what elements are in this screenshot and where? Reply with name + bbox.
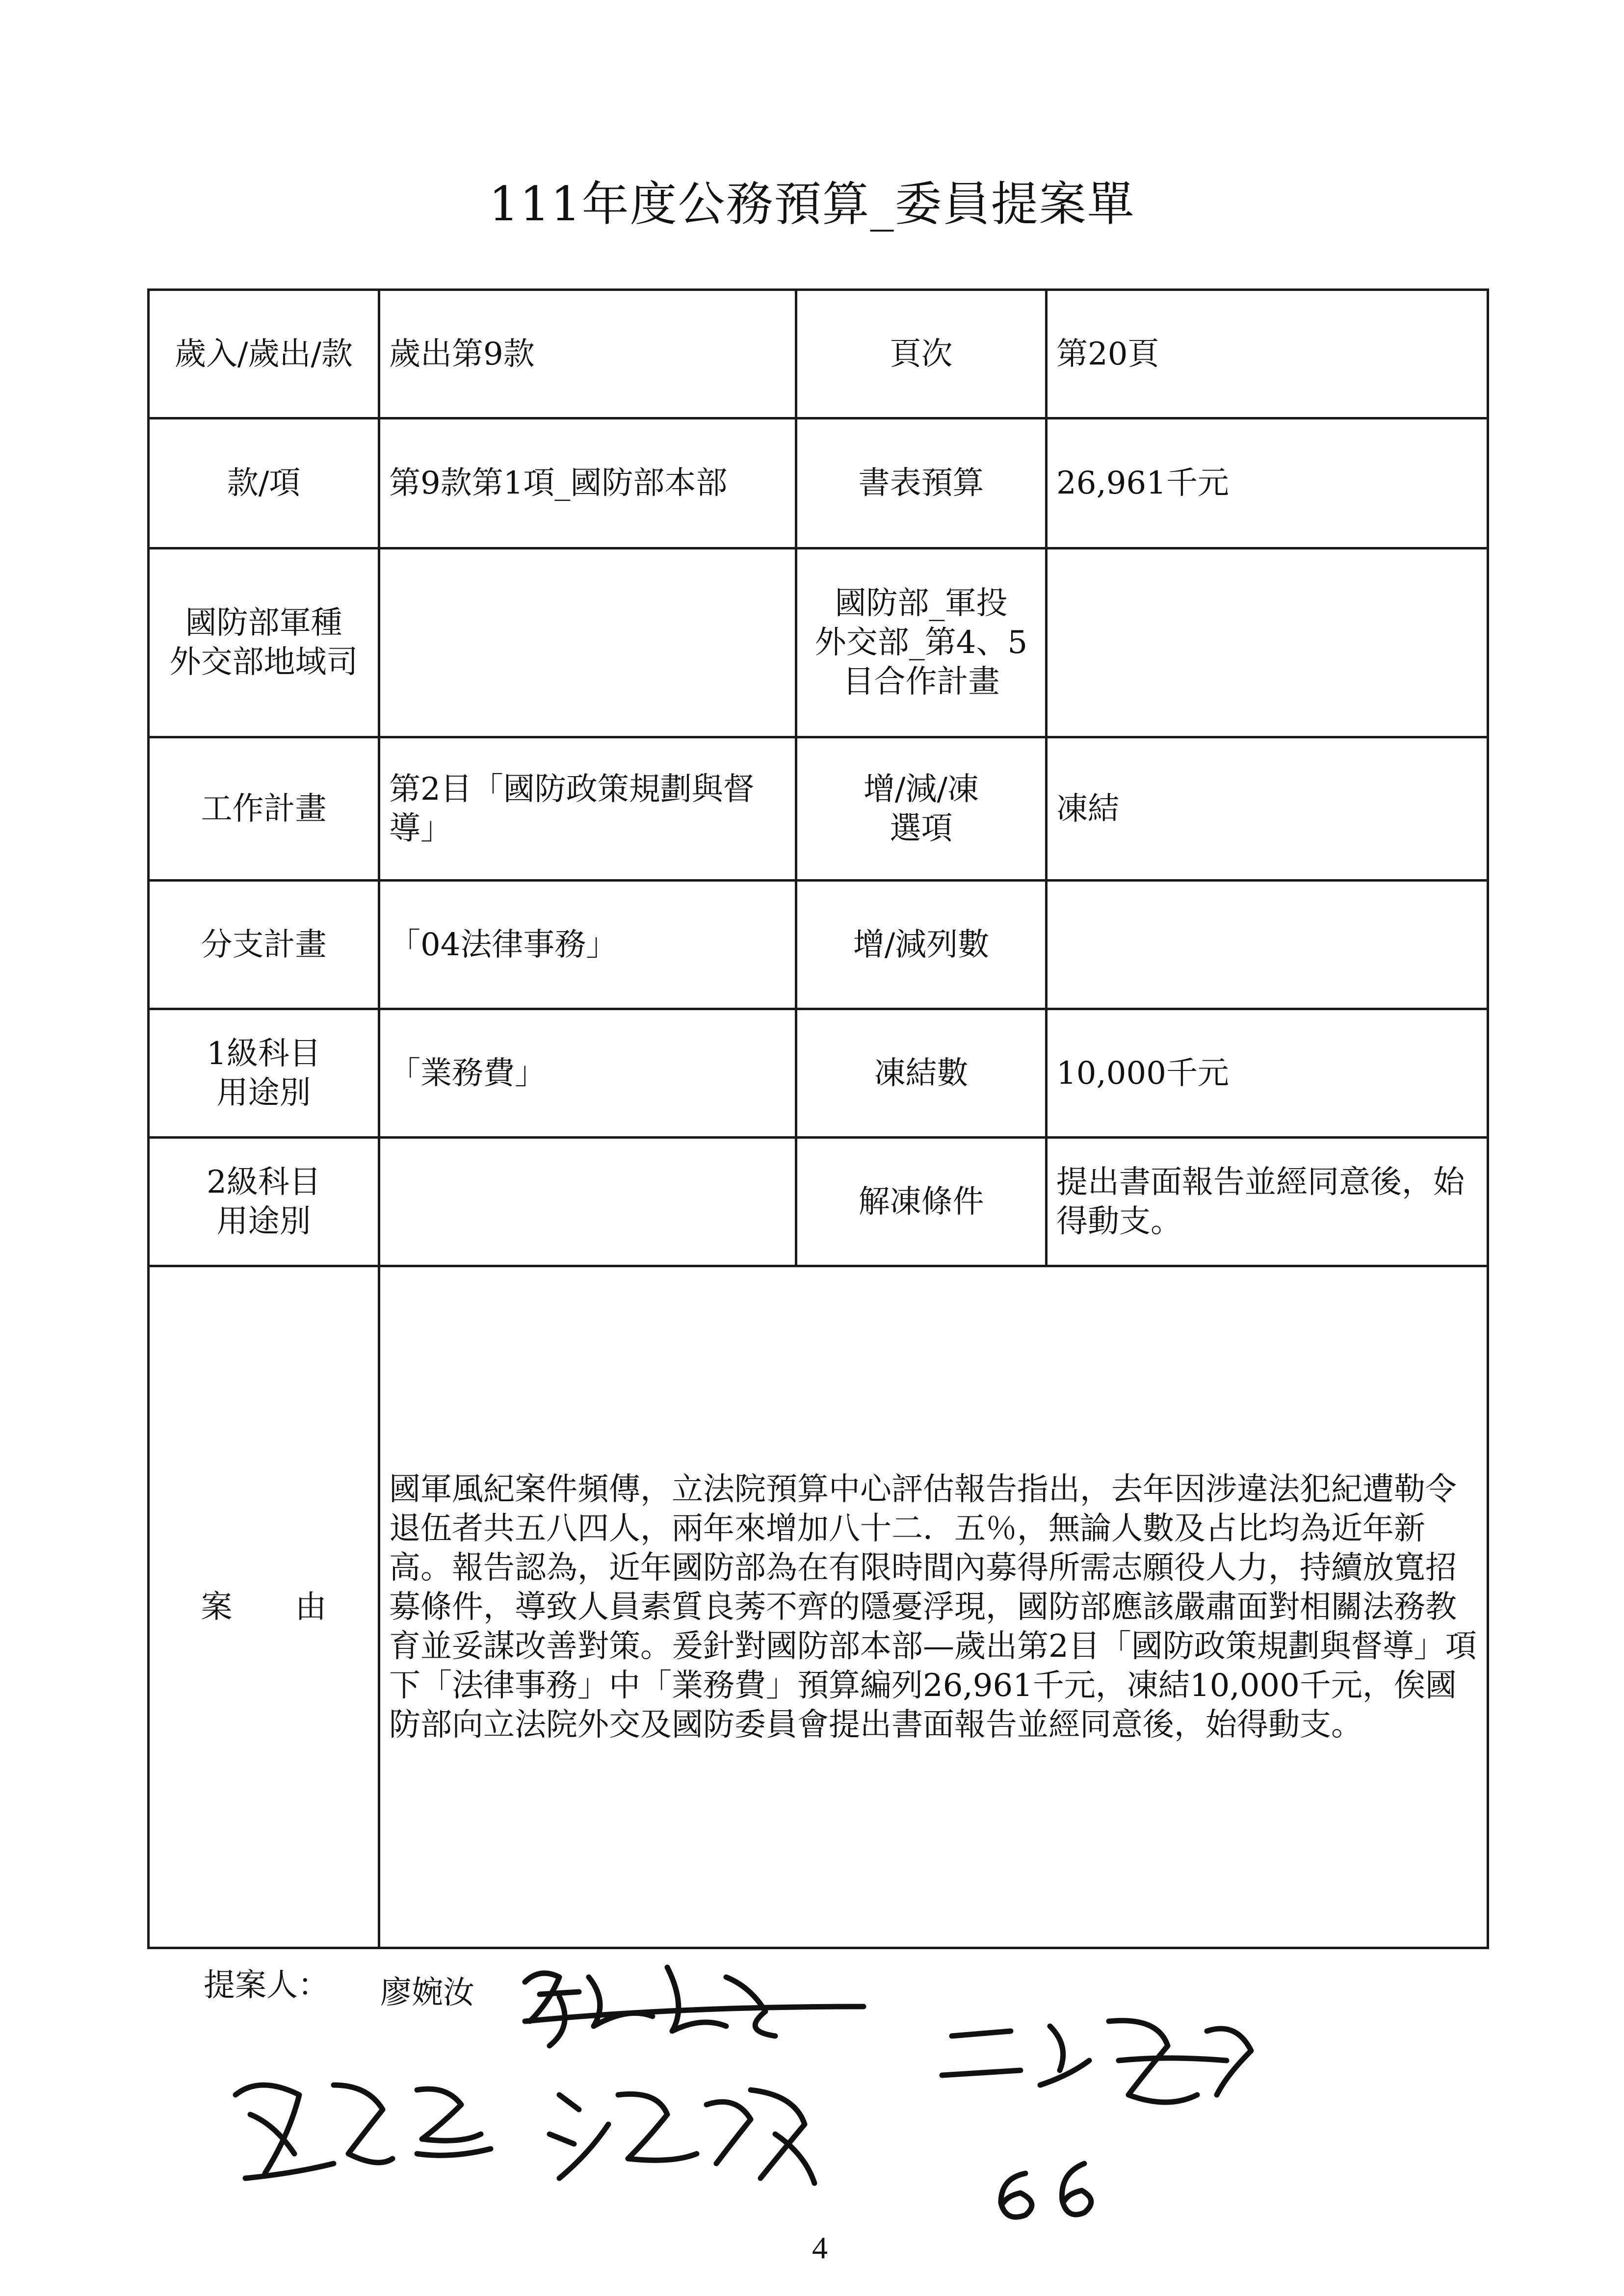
page-title: 111年度公務預算_委員提案單 bbox=[489, 177, 1135, 232]
proposer-label: 提案人： bbox=[204, 1967, 329, 2004]
value-cell: 提出書面報告並經同意後，始得動支。 bbox=[1047, 1138, 1488, 1266]
value-cell: 凍結 bbox=[1047, 737, 1488, 881]
label-cell: 款/項 bbox=[149, 418, 379, 548]
label-cell: 國防部軍種 外交部地域司 bbox=[149, 548, 379, 737]
label-cell: 增/減列數 bbox=[796, 881, 1047, 1009]
page-number: 4 bbox=[812, 2230, 828, 2265]
label-cell: 歲入/歲出/款 bbox=[149, 290, 379, 418]
table-row bbox=[149, 737, 1488, 881]
proposer-name: 廖婉汝 bbox=[380, 1975, 474, 2011]
table-row bbox=[149, 290, 1488, 418]
value-cell: 歲出第9款 bbox=[379, 290, 796, 418]
table-row bbox=[149, 1009, 1488, 1138]
label-cell: 分支計畫 bbox=[149, 881, 379, 1009]
value-cell: 26,961千元 bbox=[1047, 418, 1488, 548]
table-row bbox=[149, 418, 1488, 548]
value-cell bbox=[379, 548, 796, 737]
table-row bbox=[149, 548, 1488, 737]
value-cell: 「04法律事務」 bbox=[379, 881, 796, 1009]
label-cell: 1級科目 用途別 bbox=[149, 1009, 379, 1138]
label-cell: 解凍條件 bbox=[796, 1138, 1047, 1266]
value-cell: 第20頁 bbox=[1047, 290, 1488, 418]
handwritten-signatures bbox=[186, 1948, 1315, 2222]
label-cell: 工作計畫 bbox=[149, 737, 379, 881]
reason-text: 國軍風紀案件頻傳，立法院預算中心評估報告指出，去年因涉違法犯紀遭勒令退伍者共五八四人，兩年來增加八十二．五％，無論人數及占比均為近年新高。報告認為，近年國防部為在有限時間內募得所需志願役人力，持續放寬招募條件，導致人員素質良莠不齊的隱憂浮現，國防部應該嚴肅面對相關法務教育並妥謀改善對策。爰針對國防部本部—歲出第2目「國防政策規劃與督導」項下「法律事務」中「業務費」預算編列26,961千元，凍結10,000千元，俟國防部向立法院外交及國防委員會提出書面報告並經同意後，始得動支。 bbox=[379, 1266, 1488, 1948]
label-cell: 國防部_軍投 外交部_第4、5 目合作計畫 bbox=[796, 548, 1047, 737]
label-cell: 頁次 bbox=[796, 290, 1047, 418]
table-row bbox=[149, 881, 1488, 1009]
value-cell: 10,000千元 bbox=[1047, 1009, 1488, 1138]
proposal-table bbox=[147, 288, 1489, 1949]
value-cell bbox=[379, 1138, 796, 1266]
table-row bbox=[149, 1138, 1488, 1266]
value-cell bbox=[1047, 881, 1488, 1009]
value-cell: 第2目「國防政策規劃與督導」 bbox=[379, 737, 796, 881]
label-cell: 2級科目 用途別 bbox=[149, 1138, 379, 1266]
value-cell: 第9款第1項_國防部本部 bbox=[379, 418, 796, 548]
reason-label: 案 由 bbox=[149, 1266, 379, 1948]
label-cell: 書表預算 bbox=[796, 418, 1047, 548]
table-row bbox=[149, 1266, 1488, 1948]
value-cell: 「業務費」 bbox=[379, 1009, 796, 1138]
label-cell: 凍結數 bbox=[796, 1009, 1047, 1138]
value-cell bbox=[1047, 548, 1488, 737]
label-cell: 增/減/凍 選項 bbox=[796, 737, 1047, 881]
